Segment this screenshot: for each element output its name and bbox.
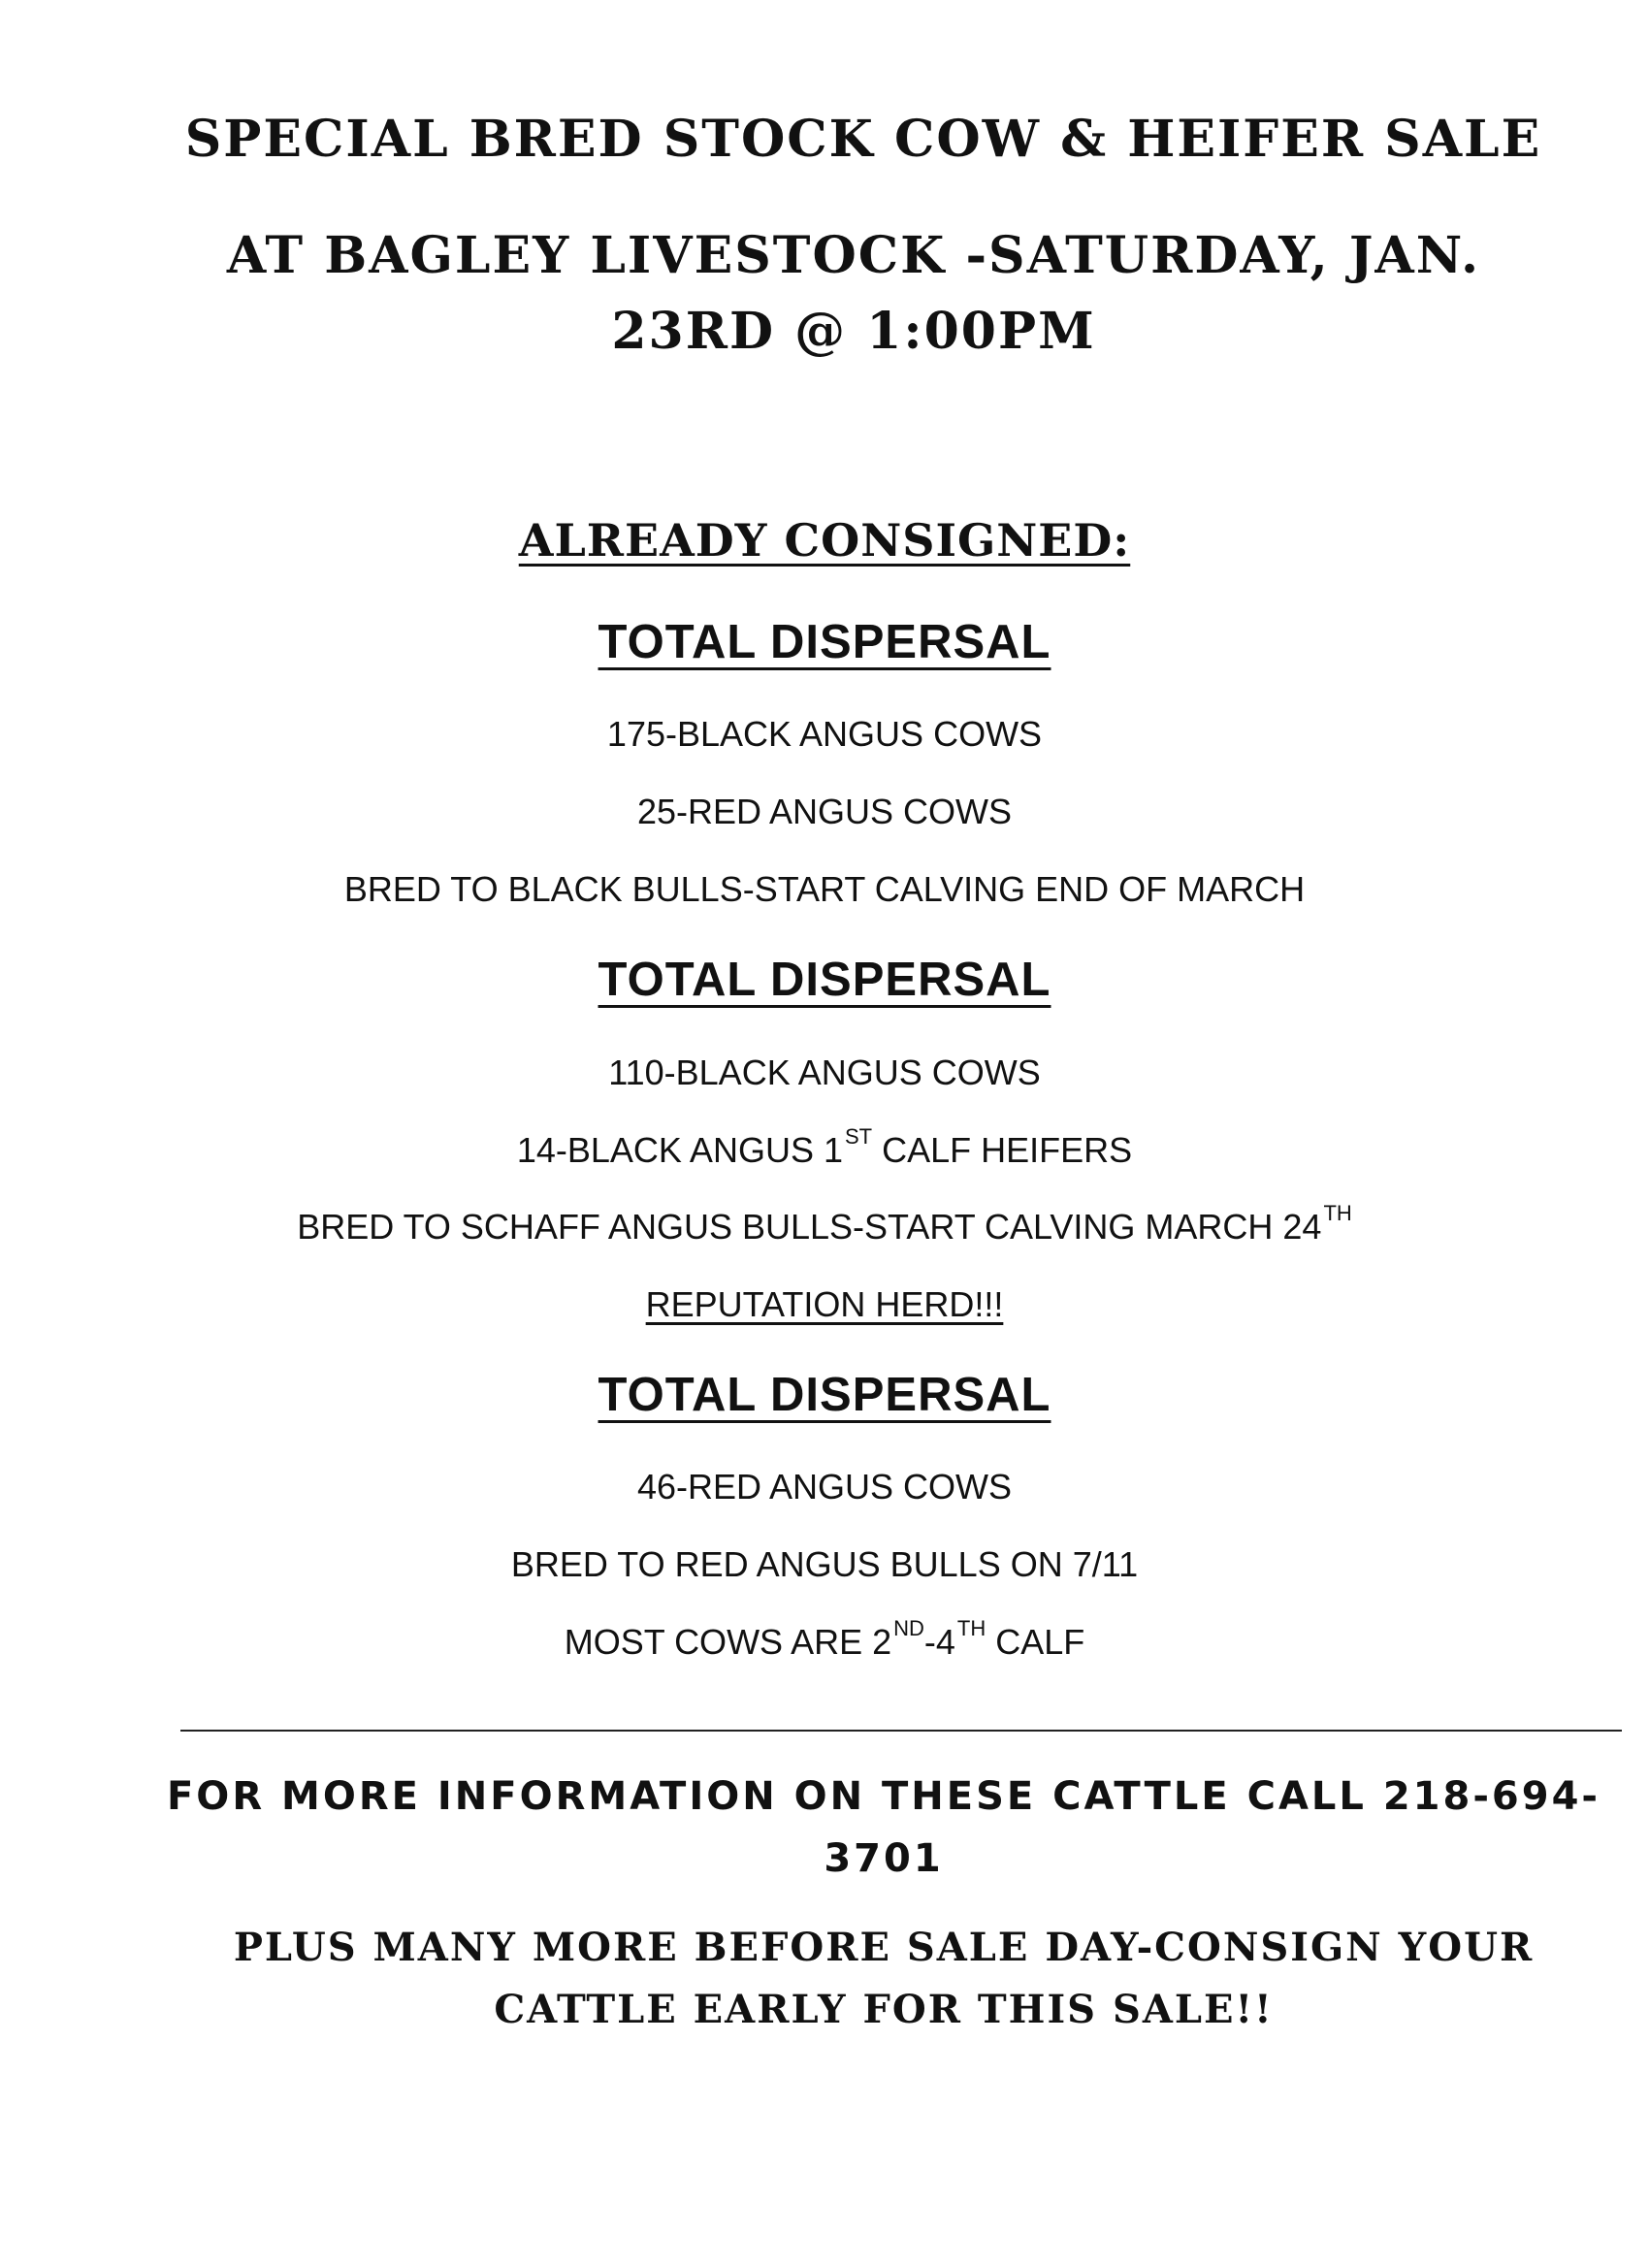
dispersal-3-heading [0,1368,1649,1422]
dispersal-2-line-3 [0,1201,1649,1247]
reputation-note: REPUTATION HERD!!! [645,1284,1004,1324]
dispersal-2-heading [0,953,1649,1007]
dispersal-3-line-3 [0,1616,1649,1663]
line-text: CALF HEIFERS [872,1130,1133,1170]
dispersal-1-line-2: 25-RED ANGUS COWS [636,792,1013,831]
dispersal-2-line-2 [0,1124,1649,1171]
title-line-3: 23RD @ 1:00PM [611,302,1096,361]
ordinal-suffix: TH [956,1616,986,1640]
line-text: MOST COWS ARE 2 [564,1622,892,1662]
ordinal-suffix: TH [1323,1201,1352,1225]
line-text: -4 [923,1622,955,1662]
consigned-heading-text: ALREADY CONSIGNED: [518,514,1131,567]
dispersal-heading-text: TOTAL DISPERSAL [598,954,1051,1006]
dispersal-1-line-3: BRED TO BLACK BULLS-START CALVING END OF MARCH [343,869,1306,909]
dispersal-3-line-1: 46-RED ANGUS COWS [636,1467,1013,1507]
line-text: CALF [986,1622,1085,1662]
line-text: 14-BLACK ANGUS 1 [516,1130,843,1170]
consigned-heading [0,514,1649,567]
ordinal-suffix: ND [893,1616,924,1640]
title-line-2: AT BAGLEY LIVESTOCK -SATURDAY, JAN. [226,226,1481,285]
dispersal-2-note [0,1284,1649,1325]
ordinal-suffix: ST [844,1124,873,1149]
dispersal-heading-text: TOTAL DISPERSAL [598,616,1051,668]
divider [180,1730,1622,1732]
dispersal-1-line-1: 175-BLACK ANGUS COWS [606,714,1043,754]
dispersal-3-line-2: BRED TO RED ANGUS BULLS ON 7/11 [510,1544,1139,1584]
contact-info: FOR MORE INFORMATION ON THESE CATTLE CALL 218-694-3701 [166,1774,1601,1881]
dispersal-heading-text: TOTAL DISPERSAL [598,1369,1051,1421]
line-text: BRED TO SCHAFF ANGUS BULLS-START CALVING MARCH 24 [297,1207,1322,1247]
dispersal-2-line-1: 110-BLACK ANGUS COWS [608,1053,1041,1092]
consign-note: PLUS MANY MORE BEFORE SALE DAY-CONSIGN YOUR CATTLE EARLY FOR THIS SALE!! [233,1925,1535,2032]
title-line-1: SPECIAL BRED STOCK COW & HEIFER SALE [184,110,1542,169]
dispersal-1-heading [0,615,1649,669]
